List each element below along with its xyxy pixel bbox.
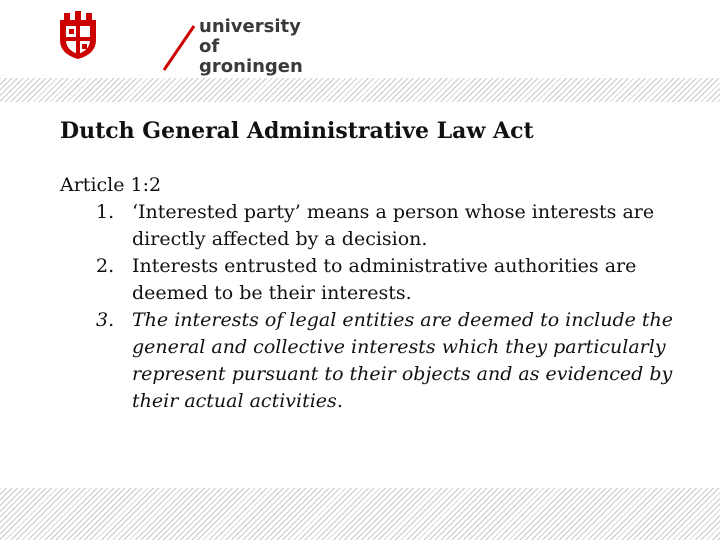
slash-divider-icon	[160, 24, 200, 72]
wordmark-line1: university of	[199, 16, 301, 57]
list-item	[60, 199, 700, 253]
item-suffix: .	[336, 390, 343, 412]
item-text: Interests entrusted to administrative authorities are deemed to be their interests.	[132, 255, 637, 304]
item-number: 3.	[96, 309, 115, 331]
university-crest-icon	[58, 10, 98, 60]
slide-body	[60, 172, 700, 415]
item-text: ‘Interested party’ means a person whose interests are directly affected by a decision.	[132, 201, 655, 250]
article-items	[60, 199, 700, 415]
item-text: The interests of legal entities are deemed to include the general and collective interests which they particularly represent pursuant to their objects and as evidenced by their actual activities	[132, 309, 674, 412]
wordmark-line2: groningen	[199, 56, 303, 77]
slide-title: Dutch General Administrative Law Act	[60, 118, 534, 144]
item-number: 1.	[96, 201, 115, 223]
list-item	[60, 253, 700, 307]
bottom-hatched-band	[0, 488, 720, 540]
article-heading: Article 1:2	[60, 174, 162, 196]
university-logo	[58, 10, 308, 77]
list-item	[60, 307, 700, 415]
top-hatched-band	[0, 78, 720, 102]
university-wordmark	[199, 17, 308, 77]
item-number: 2.	[96, 255, 115, 277]
